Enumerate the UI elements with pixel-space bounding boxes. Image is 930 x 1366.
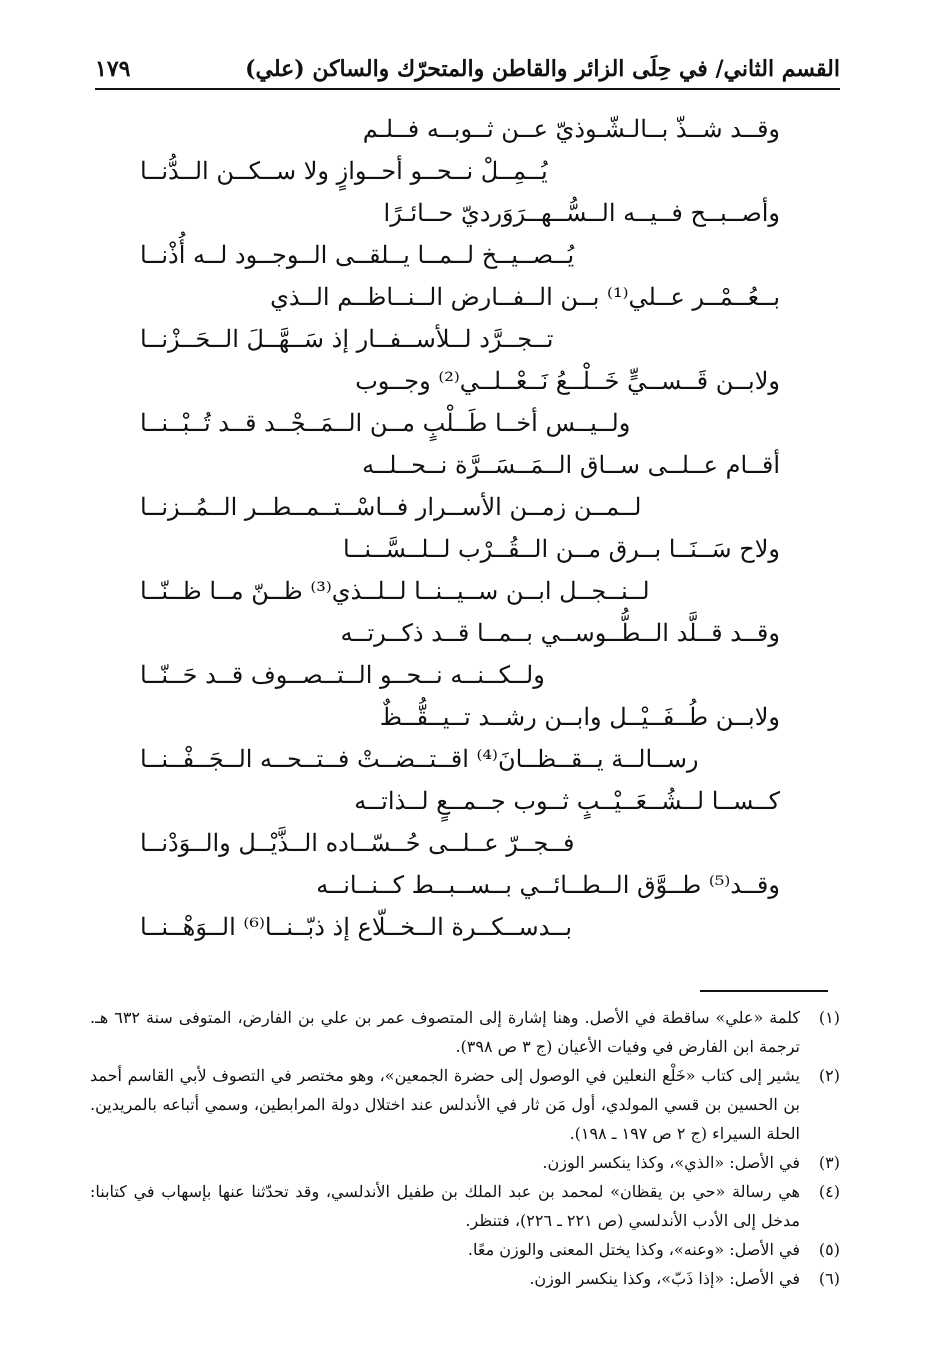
page-number: ١٧٩ [95, 56, 131, 82]
verse-line: أقــام عــلــى ســاق الــمَــسَــرَّة نــحــلــه [362, 451, 780, 479]
verse-line: يُــمِــلْ نــحــو أحــوازٍ ولا ســكــن الــدُّنــا [140, 157, 548, 185]
verse-line: ولــكــنــه نــحــو الــتــصــوف قــد حَــنّــا [140, 661, 545, 689]
verse-line: وقــد شــذّ بــالـشّـوذيّ عــن ثــوبــه فــلـم [362, 115, 780, 143]
footnote-text: يشير إلى كتاب «خَلْع النعلين في الوصول إلى حضرة الجمعين»، وهو مختصر في التصوف لأبي القاسم أحمد بن الحسين بن قسي المولدي، أول مَن ثار في الأندلس عند اختلال دولة المرابطين، وسمي أتباعه بالمريدين. الحلة السيراء (ج ٢ ص ١٩٧ ـ ١٩٨). [90, 1066, 800, 1143]
footnote-text: هي رسالة «حي بن يقظان» لمحمد بن عبد الملك بن طفيل الأندلسي، وقد تحدّثنا عنها بإسهاب في كتابنا: مدخل إلى الأدب الأندلسي (ص ٢٢١ ـ ٢٢٦)، فتنظر. [90, 1182, 800, 1230]
header-title: القسم الثاني/ في حِلَى الزائر والقاطن والمتحرّك والساكن (علي) [245, 56, 840, 82]
verse-line: كــســا لــشُــعَــيْــبٍ ثــوب جــمــعٍ لــذاتــه [354, 787, 780, 815]
footnote-number: (٦) [818, 1269, 840, 1288]
verse-line: ولــيــس أخــا طَــلْبٍ مــن الــمَــجْــد قــد تُــبْــنــا [140, 409, 631, 437]
footnote-divider [700, 990, 828, 992]
footnote-number: (٢) [818, 1066, 840, 1085]
verse-line: لــمــن زمــن الأســرار فــاسْــتــمــطــر الــمُــزنــا [140, 493, 642, 521]
verse-line: ولابــن طُــفَــيْــل وابــن رشــد تــيــقُّــظٌ [379, 703, 780, 731]
footnote-text: في الأصل: «إذا ذَبّ»، وكذا ينكسر الوزن. [529, 1269, 800, 1288]
footnote [90, 1148, 840, 1177]
verse-line: تــجــرَّد لــلأســفــار إذ سَــهَّــلَ الــحَــزْنــا [140, 325, 554, 353]
footnote-number: (٤) [818, 1182, 840, 1201]
verse-line: وأصــبــح فــيــه الــسُّــهــرَوَرديّ حــائـرًا [383, 199, 780, 227]
footnote-text: في الأصل: «الذي»، وكذا ينكسر الوزن. [542, 1153, 800, 1172]
verse-line: فــجــرّ عــلــى حُــسّــاده الــذَّيْــل والــوَدْنــا [140, 829, 575, 857]
footnote-text: كلمة «علي» ساقطة في الأصل. وهنا إشارة إلى المتصوف عمر بن علي بن الفارض، المتوفى سنة ٦٣٢ هـ. ترجمة ابن الفارض في وفيات الأعيان (ج ٣ ص ٣٩٨). [90, 1008, 801, 1056]
verse-line: يُــصــيــخ لــمــا يــلقــى الــوجــود لــه أُذْنــا [140, 241, 575, 269]
poem [140, 108, 780, 948]
footnote-text: في الأصل: «وعنه»، وكذا يختل المعنى والوزن معًا. [467, 1240, 800, 1259]
verse-line: لــنــجــل ابــن ســيــنــا لــلــذي⁽³⁾ ظــنّ مــا ظــنّــا [140, 577, 650, 605]
footnotes [90, 1003, 840, 1293]
verse-line: ولاح سَــنَــا بــرق مــن الــقُــرْب لــلــسَّــنــا [342, 535, 780, 563]
verse-line: بــدســكــرة الــخــلّاع إذ ذبّــنــا⁽⁶⁾ الــوَهْــنــا [140, 913, 573, 941]
footnote [90, 1264, 840, 1293]
verse-line: بــعُــمْــر عــلي⁽¹⁾ بــن الــفــارض الــنــاظــم الــذي [270, 283, 780, 311]
verse-line: رســالــة يــقــظــانَ⁽⁴⁾ اقــتــضــتْ فــتــحــه الــجَــفْــنــا [140, 745, 699, 773]
verse-line: ولابــن قَــســيٍّ خَــلْــعُ نَــعْــلــي⁽²⁾ وجــوب [355, 367, 780, 395]
footnote [90, 1235, 840, 1264]
footnote [90, 1061, 840, 1148]
footnote [90, 1177, 840, 1235]
footnote-number: (٥) [818, 1240, 840, 1259]
verse-line: وقــد قــلَّد الــطُّــوســي بــمــا قــد ذكــرتــه [340, 619, 780, 647]
running-header [95, 50, 840, 90]
footnote-number: (٣) [818, 1153, 840, 1172]
verse-line: وقــد⁽⁵⁾ طــوَّق الــطــائــي بــســبــط كــنــانــه [316, 871, 780, 899]
footnote [90, 1003, 840, 1061]
footnote-number: (١) [818, 1008, 840, 1027]
